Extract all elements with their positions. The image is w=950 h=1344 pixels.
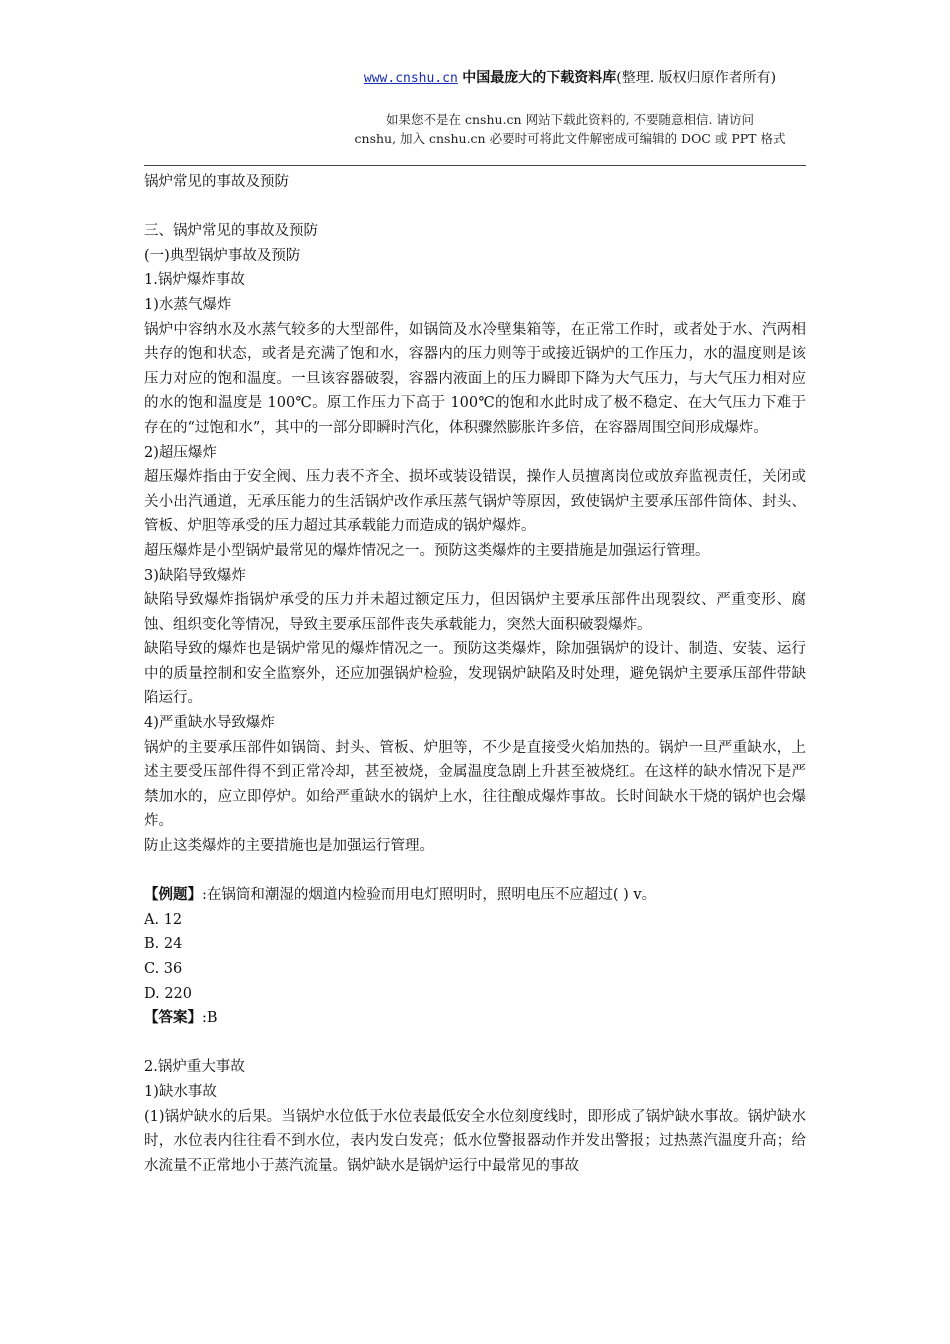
section-heading: 三、锅炉常见的事故及预防 (144, 223, 318, 240)
answer (144, 1006, 806, 1031)
option-a: A. 12 (144, 911, 183, 928)
paragraph: 超压爆炸是小型锅炉最常见的爆炸情况之一。预防这类爆炸的主要措施是加强运行管理。 (144, 542, 710, 559)
option-b: B. 24 (144, 936, 183, 953)
paragraph: 超压爆炸指由于安全阀、压力表不齐全、损坏或装设错误，操作人员擅离岗位或放弃监视责任，关闭或关小出汽通道，无承压能力的生活锅炉改作承压蒸气锅炉等原因，致使锅炉主要承压部件筒体、封头、管板、炉胆等承受的压力超过其承载能力而造成的锅炉爆炸。 (144, 469, 806, 535)
answer-tag: 【答案】 (144, 1009, 202, 1027)
subheading: 1)水蒸气爆炸 (144, 296, 232, 313)
download-notice (330, 110, 810, 148)
subheading: 4)严重缺水导致爆炸 (144, 715, 275, 732)
example-question (144, 883, 806, 908)
header-line (330, 68, 810, 89)
subheading: 1)缺水事故 (144, 1083, 217, 1100)
paragraph: 锅炉的主要承压部件如锅筒、封头、管板、炉胆等，不少是直接受火焰加热的。锅炉一旦严重缺水，上述主要受压部件得不到正常冷却，甚至被烧，金属温度急剧上升甚至被烧红。在这样的缺水情况下是严禁加水的，应立即停炉。如给严重缺水的锅炉上水，往往酿成爆炸事故。长时间缺水干烧的锅炉也会爆炸。 (144, 739, 806, 830)
site-link[interactable]: www.cnshu.cn (363, 71, 458, 86)
document-body (144, 170, 806, 1178)
heading: 2.锅炉重大事故 (144, 1059, 245, 1076)
site-slogan: 中国最庞大的下载资料库 (462, 70, 617, 86)
paragraph: 防止这类爆炸的主要措施也是加强运行管理。 (144, 838, 434, 855)
subsection-heading: (一)典型锅炉事故及预防 (144, 247, 301, 264)
page-header (330, 68, 810, 146)
example-tag: 【例题】 (144, 886, 202, 904)
notice-line: 如果您不是在 cnshu.cn 网站下载此资料的, 不要随意相信. 请访问 (386, 112, 754, 127)
heading: 1.锅炉爆炸事故 (144, 272, 245, 289)
paragraph: (1)锅炉缺水的后果。当锅炉水位低于水位表最低安全水位刻度线时，即形成了锅炉缺水事故。锅炉缺水时，水位表内往往看不到水位，表内发白发亮；低水位警报器动作并发出警报；过热蒸汽温度升高；给水流量不正常地小于蒸汽流量。锅炉缺水是锅炉运行中最常见的事故 (144, 1108, 806, 1174)
doc-title: 锅炉常见的事故及预防 (144, 174, 289, 190)
header-divider (144, 165, 806, 166)
subheading: 2)超压爆炸 (144, 444, 217, 461)
notice-line: cnshu, 加入 cnshu.cn 必要时可将此文件解密成可编辑的 DOC 或 PPT 格式 (354, 131, 786, 146)
answer-text: :B (202, 1010, 218, 1027)
option-d: D. 220 (144, 985, 193, 1002)
example-text: :在锅筒和潮湿的烟道内检验而用电灯照明时，照明电压不应超过( ) v。 (202, 887, 657, 904)
paragraph: 缺陷导致爆炸指锅炉承受的压力并未超过额定压力，但因锅炉主要承压部件出现裂纹、严重变形、腐蚀、组织变化等情况，导致主要承压部件丧失承载能力，突然大面积破裂爆炸。 (144, 592, 806, 633)
paragraph: 锅炉中容纳水及水蒸气较多的大型部件，如锅筒及水冷壁集箱等，在正常工作时，或者处于水、汽两相共存的饱和状态，或者是充满了饱和水，容器内的压力则等于或接近锅炉的工作压力，水的温度则是该压力对应的饱和温度。一旦该容器破裂，容器内液面上的压力瞬即下降为大气压力，与大气压力相对应的水的饱和温度是 100℃。原工作压力下高于 100℃的饱和水此时成了极不稳定、在大气压力下难于存在的“过饱和水”，其中的一部分即瞬时汽化，体积骤然膨胀许多倍，在容器周围空间形成爆炸。 (144, 321, 806, 436)
paragraph: 缺陷导致的爆炸也是锅炉常见的爆炸情况之一。预防这类爆炸，除加强锅炉的设计、制造、安装、运行中的质量控制和安全监察外，还应加强锅炉检验，发现锅炉缺陷及时处理，避免锅炉主要承压部件带缺陷运行。 (144, 641, 806, 707)
subheading: 3)缺陷导致爆炸 (144, 567, 246, 584)
site-note: (整理. 版权归原作者所有) (616, 70, 777, 86)
option-c: C. 36 (144, 961, 183, 977)
